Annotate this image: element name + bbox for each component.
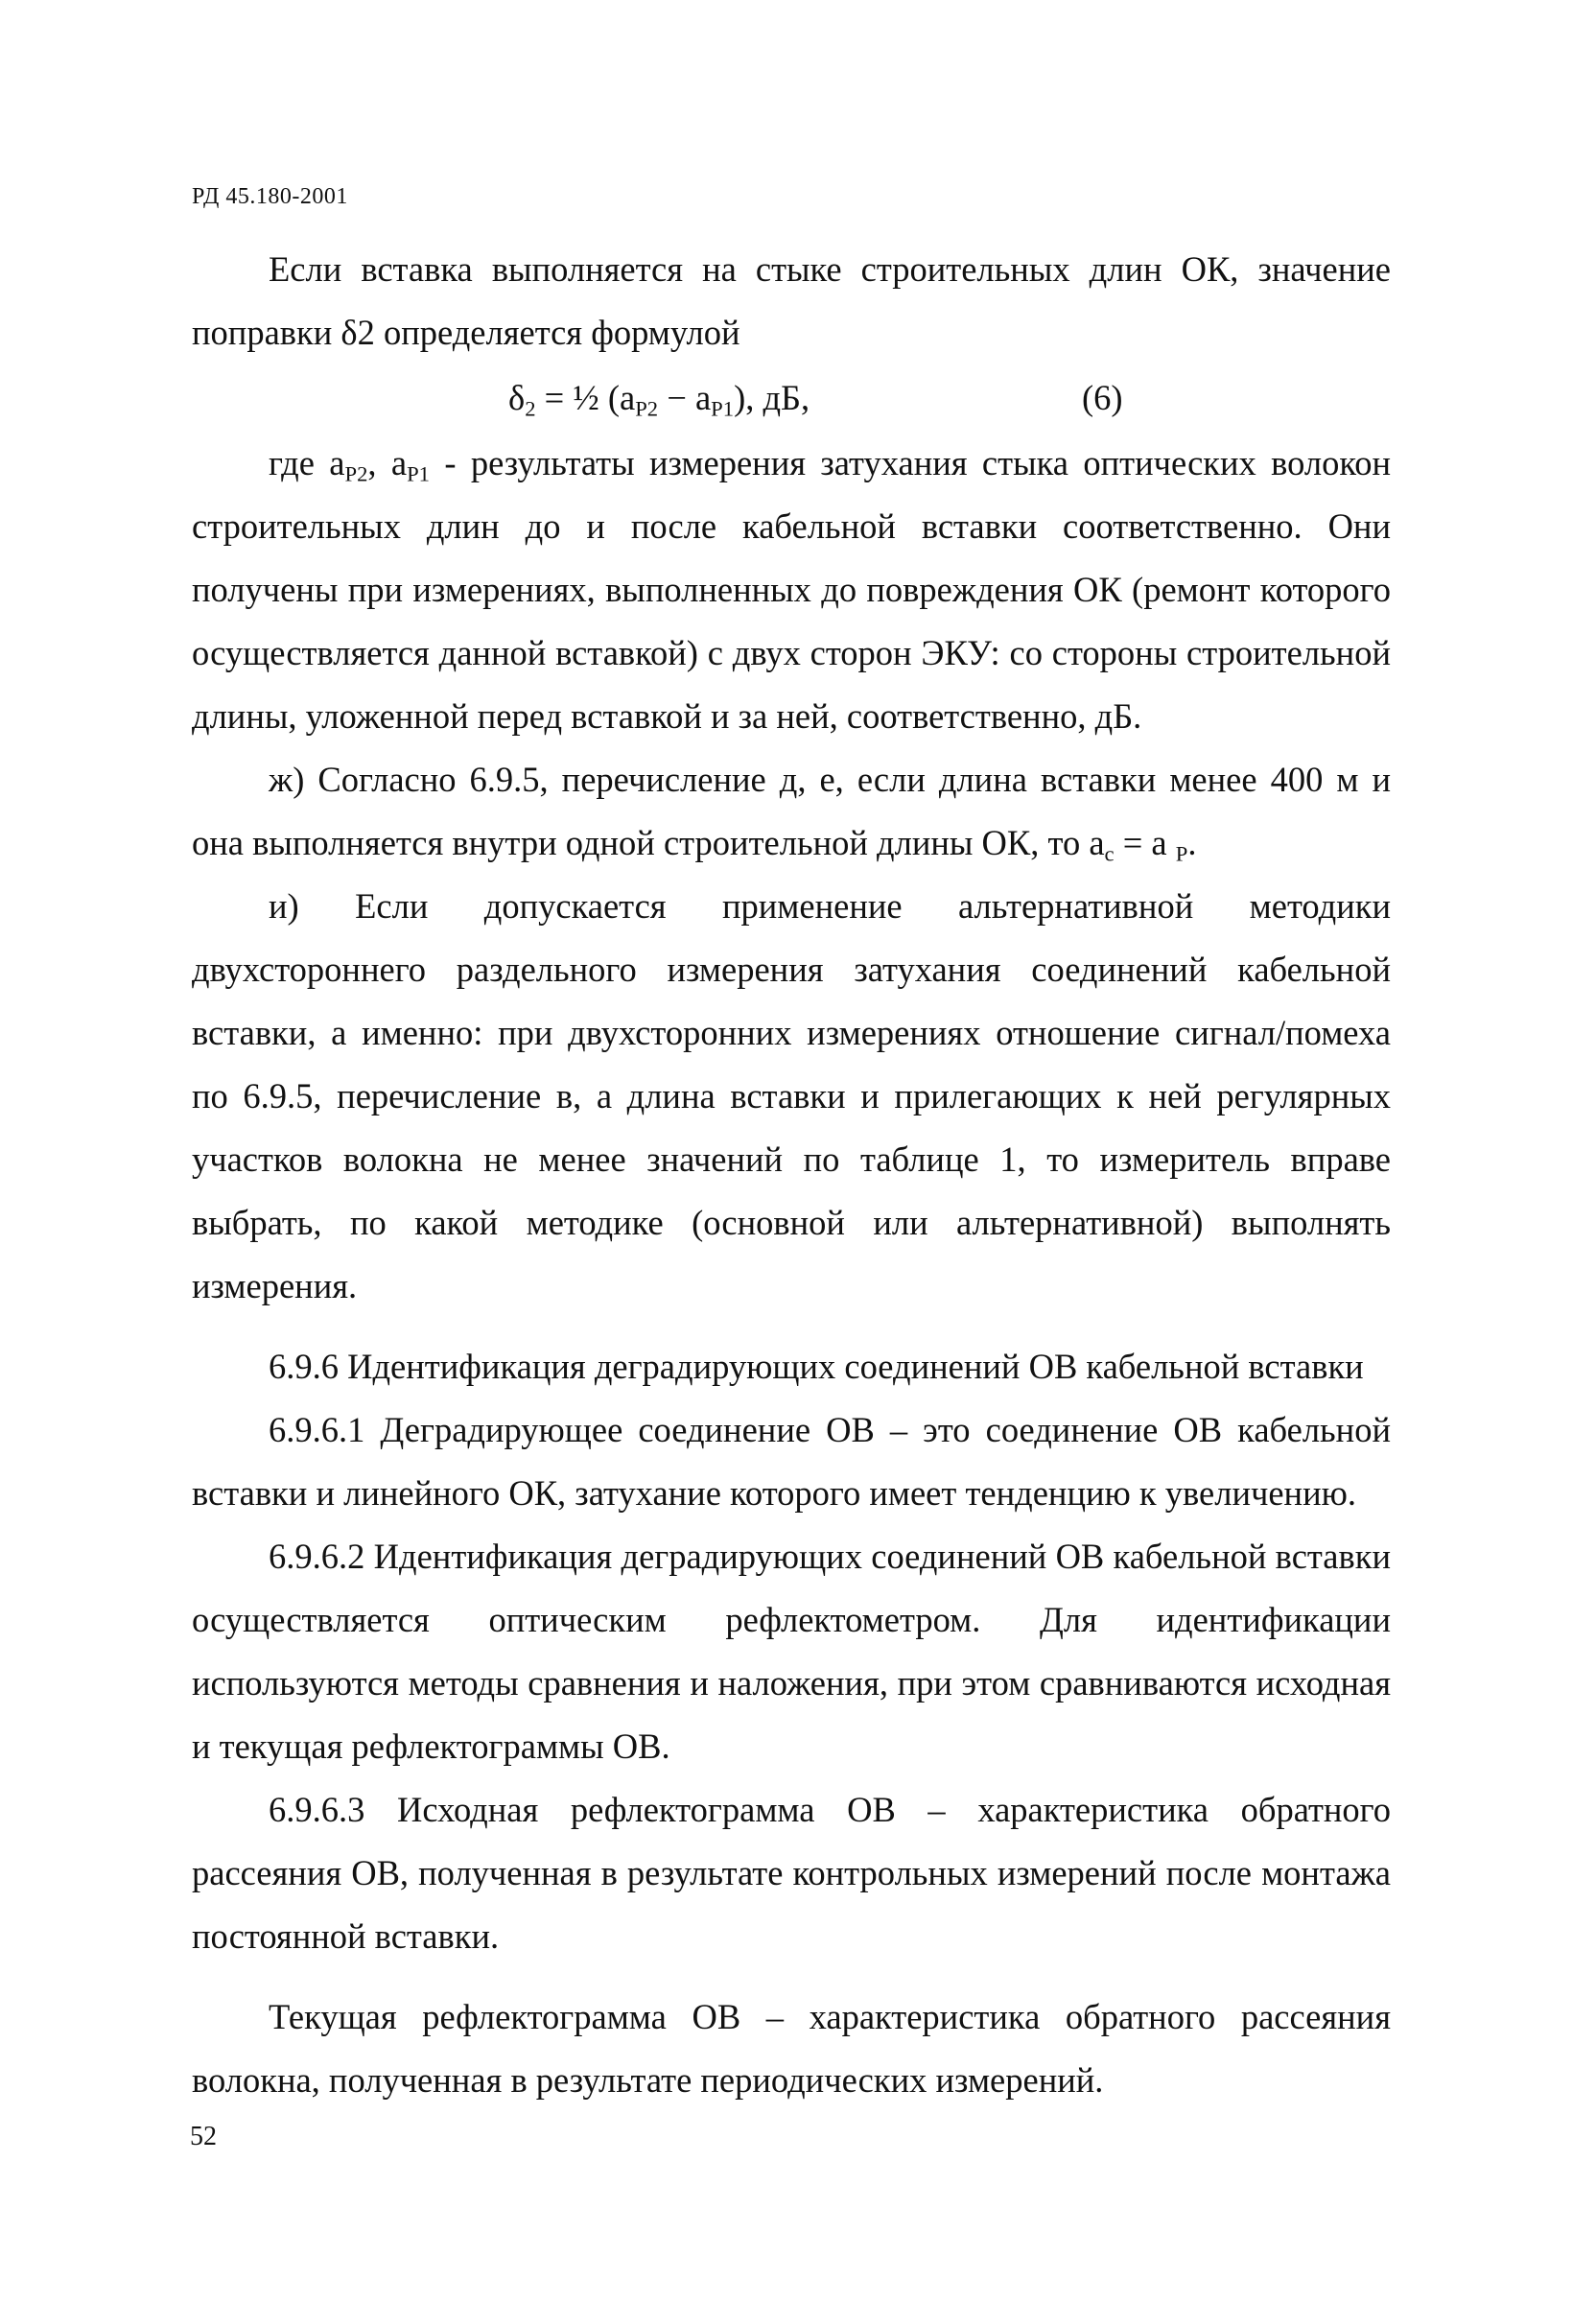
paragraph-where: где $a_{P2}$, $a_{P1}$ - результаты измерения затухания стыка оптических волокон строительных длин до и после кабельной вставки соответственно. Они получены при измерениях, выполненных до повреждения ОК (ремонт которого осуществляется данной вставкой) с двух сторон ЭКУ: со стороны строительной длины, уложенной перед вставкой и за ней, соответственно, дБ. <box>192 443 1392 736</box>
paragraph-current-reflectogram: Текущая рефлектограмма ОВ – характеристика обратного рассеяния волокна, полученная в результате периодических измерений. <box>192 1997 1391 2100</box>
formula-expression: $\delta_2$ = ½ $(a_{P2} - a_{P1})$, дБ, <box>508 378 810 421</box>
spacer <box>192 1968 1391 1985</box>
paragraph-6-9-6-1: 6.9.6.1 Деградирующее соединение ОВ – это соединение ОВ кабельной вставки и линейного ОК, затухание которого имеет тенденцию к увеличению. <box>192 1410 1391 1513</box>
paragraph-item-i: и) Если допускается применение альтернативной методики двухстороннего раздельного измерения затухания соединений кабельной вставки, а именно: при двухсторонних измерениях отношение сигнал/помеха по 6.9.5, перечисление в, а длина вставки и прилегающих к ней регулярных участков волокна не менее значений по таблице 1, то измеритель вправе выбрать, по какой методике (основной или альтернативной) выполнять измерения. <box>192 886 1391 1305</box>
paragraph-item-zh: ж) Согласно 6.9.5, перечисление д, е, если длина вставки менее 400 м и она выполняется внутри одной строительной длины ОК, то $a_c = a$ $_P$. <box>192 760 1391 866</box>
document-code: РД 45.180-2001 <box>192 184 348 209</box>
formula-6 <box>192 364 1391 432</box>
paragraph-6-9-6-2: 6.9.6.2 Идентификация деградирующих соединений ОВ кабельной вставки осуществляется оптическим рефлектометром. Для идентификации используются методы сравнения и наложения, при этом сравниваются исходная и текущая рефлектограммы ОВ. <box>192 1537 1391 1766</box>
spacer <box>192 1318 1391 1335</box>
document-body <box>192 238 1391 2112</box>
page-number: 52 <box>190 2122 217 2151</box>
formula-number: (6) <box>1082 378 1123 417</box>
paragraph-6-9-6-3: 6.9.6.3 Исходная рефлектограмма ОВ – характеристика обратного рассеяния ОВ, полученная в результате контрольных измерений после монтажа постоянной вставки. <box>192 1790 1391 1956</box>
section-heading-6-9-6: 6.9.6 Идентификация деградирующих соединений ОВ кабельной вставки <box>269 1347 1364 1386</box>
paragraph-correction-intro: Если вставка выполняется на стыке строительных длин ОК, значение поправки δ2 определяется формулой <box>192 249 1391 352</box>
